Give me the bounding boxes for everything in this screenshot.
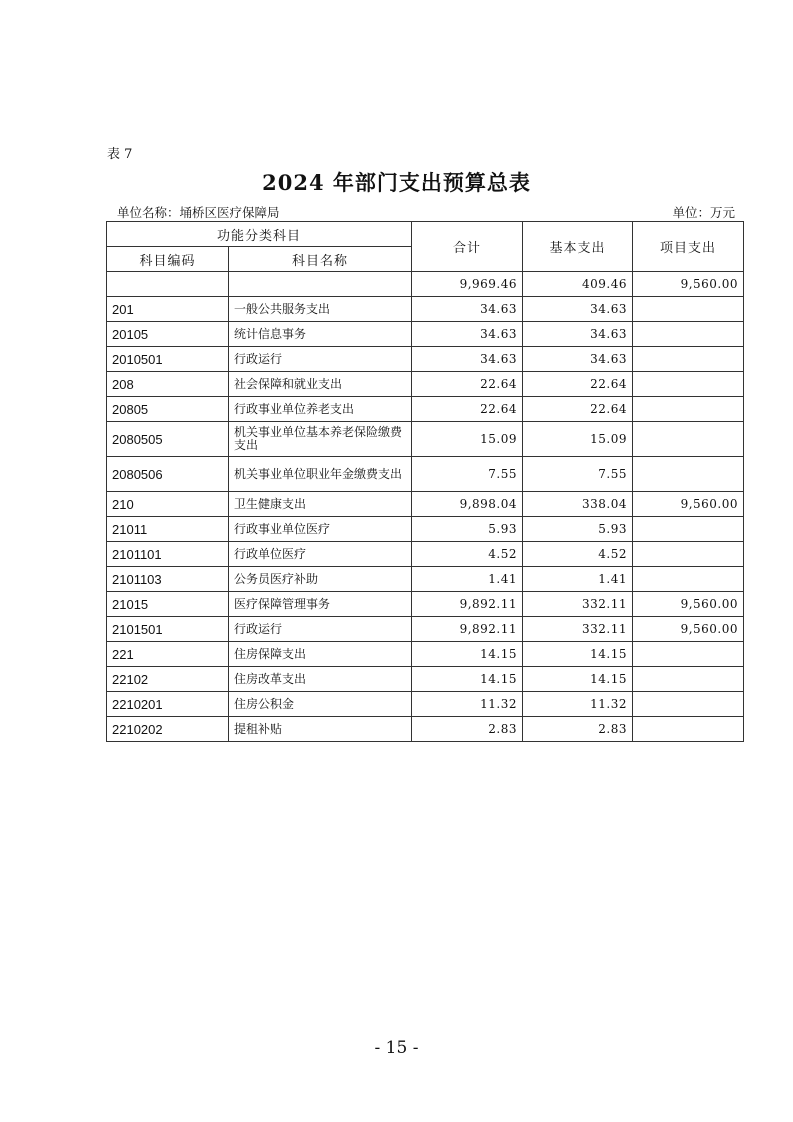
table-row [107, 297, 744, 322]
basic-expenditure-cell: 5.93 [523, 517, 633, 542]
subject-name-cell: 住房公积金 [229, 692, 412, 717]
table-row [107, 667, 744, 692]
basic-expenditure-cell: 332.11 [523, 617, 633, 642]
table-body [107, 272, 744, 742]
budget-table [106, 221, 744, 742]
subject-name-cell: 行政运行 [229, 617, 412, 642]
basic-expenditure-cell: 22.64 [523, 397, 633, 422]
page-title: 2024 年部门支出预算总表 [262, 170, 531, 195]
table-row [107, 347, 744, 372]
subject-code-cell: 2210201 [107, 692, 229, 717]
project-expenditure-cell [633, 517, 744, 542]
basic-expenditure-cell: 34.63 [523, 322, 633, 347]
table-header [107, 222, 744, 272]
basic-expenditure-cell: 1.41 [523, 567, 633, 592]
table-row [107, 542, 744, 567]
project-expenditure-cell [633, 372, 744, 397]
subject-name-cell: 医疗保障管理事务 [229, 592, 412, 617]
table-row [107, 692, 744, 717]
subject-code-cell: 2080505 [107, 422, 229, 457]
subject-code-cell: 201 [107, 297, 229, 322]
project-expenditure-cell: 9,560.00 [633, 617, 744, 642]
subject-code-cell: 2101103 [107, 567, 229, 592]
project-expenditure-cell [633, 692, 744, 717]
project-expenditure-cell [633, 567, 744, 592]
subject-code-cell: 20805 [107, 397, 229, 422]
header-project-expenditure: 项目支出 [633, 222, 744, 272]
table-row [107, 517, 744, 542]
table-row [107, 592, 744, 617]
subject-name-cell: 一般公共服务支出 [229, 297, 412, 322]
subject-code-cell: 2010501 [107, 347, 229, 372]
total-cell: 9,969.46 [412, 272, 523, 297]
project-expenditure-cell [633, 422, 744, 457]
project-expenditure-cell [633, 322, 744, 347]
header-basic-expenditure: 基本支出 [523, 222, 633, 272]
total-cell: 2.83 [412, 717, 523, 742]
total-cell: 22.64 [412, 372, 523, 397]
basic-expenditure-cell: 22.64 [523, 372, 633, 397]
basic-expenditure-cell: 2.83 [523, 717, 633, 742]
total-cell: 5.93 [412, 517, 523, 542]
basic-expenditure-cell: 15.09 [523, 422, 633, 457]
subject-name-cell: 机关事业单位基本养老保险缴费支出 [229, 422, 412, 457]
subject-name-cell: 公务员医疗补助 [229, 567, 412, 592]
subject-name-cell: 行政事业单位养老支出 [229, 397, 412, 422]
basic-expenditure-cell: 34.63 [523, 347, 633, 372]
subject-code-cell: 20105 [107, 322, 229, 347]
header-functional-category: 功能分类科目 [107, 222, 412, 247]
subject-name-cell [229, 272, 412, 297]
total-cell: 9,892.11 [412, 592, 523, 617]
table-row-total [107, 272, 744, 297]
page-number: - 15 - [374, 1038, 419, 1058]
subject-code-cell: 22102 [107, 667, 229, 692]
header-subject-name: 科目名称 [229, 247, 412, 272]
basic-expenditure-cell: 332.11 [523, 592, 633, 617]
subject-name-cell: 住房保障支出 [229, 642, 412, 667]
project-expenditure-cell [633, 297, 744, 322]
table-row [107, 397, 744, 422]
basic-expenditure-cell: 34.63 [523, 297, 633, 322]
subject-code-cell: 210 [107, 492, 229, 517]
subject-code-cell: 21011 [107, 517, 229, 542]
total-cell: 11.32 [412, 692, 523, 717]
total-cell: 34.63 [412, 347, 523, 372]
subject-code-cell: 221 [107, 642, 229, 667]
subject-name-cell: 提租补贴 [229, 717, 412, 742]
subject-name-cell: 行政事业单位医疗 [229, 517, 412, 542]
subject-name-cell: 机关事业单位职业年金缴费支出 [229, 457, 412, 492]
subject-name-cell: 统计信息事务 [229, 322, 412, 347]
project-expenditure-cell [633, 347, 744, 372]
basic-expenditure-cell: 14.15 [523, 642, 633, 667]
total-cell: 15.09 [412, 422, 523, 457]
table-row [107, 457, 744, 492]
basic-expenditure-cell: 409.46 [523, 272, 633, 297]
basic-expenditure-cell: 11.32 [523, 692, 633, 717]
table-label: 表 7 [107, 147, 133, 162]
subject-code-cell: 2101101 [107, 542, 229, 567]
header-subject-code: 科目编码 [107, 247, 229, 272]
project-expenditure-cell: 9,560.00 [633, 272, 744, 297]
total-cell: 14.15 [412, 667, 523, 692]
table-row [107, 717, 744, 742]
table-row [107, 567, 744, 592]
total-cell: 7.55 [412, 457, 523, 492]
table-row [107, 492, 744, 517]
subject-code-cell: 21015 [107, 592, 229, 617]
total-cell: 1.41 [412, 567, 523, 592]
subject-name-cell: 社会保障和就业支出 [229, 372, 412, 397]
total-cell: 9,898.04 [412, 492, 523, 517]
project-expenditure-cell: 9,560.00 [633, 492, 744, 517]
project-expenditure-cell [633, 667, 744, 692]
header-total: 合计 [412, 222, 523, 272]
basic-expenditure-cell: 14.15 [523, 667, 633, 692]
project-expenditure-cell [633, 457, 744, 492]
table-row [107, 617, 744, 642]
subject-name-cell: 行政单位医疗 [229, 542, 412, 567]
subject-name-cell: 卫生健康支出 [229, 492, 412, 517]
currency-unit: 单位：万元 [672, 205, 735, 220]
table-row [107, 322, 744, 347]
project-expenditure-cell: 9,560.00 [633, 592, 744, 617]
unit-name: 单位名称：埇桥区医疗保障局 [117, 205, 280, 220]
table-row [107, 422, 744, 457]
total-cell: 14.15 [412, 642, 523, 667]
total-cell: 4.52 [412, 542, 523, 567]
table-row [107, 642, 744, 667]
subject-code-cell: 2210202 [107, 717, 229, 742]
project-expenditure-cell [633, 642, 744, 667]
table-row [107, 372, 744, 397]
basic-expenditure-cell: 4.52 [523, 542, 633, 567]
project-expenditure-cell [633, 397, 744, 422]
total-cell: 34.63 [412, 322, 523, 347]
total-cell: 22.64 [412, 397, 523, 422]
subject-code-cell [107, 272, 229, 297]
subject-code-cell: 208 [107, 372, 229, 397]
project-expenditure-cell [633, 717, 744, 742]
subject-code-cell: 2080506 [107, 457, 229, 492]
subject-code-cell: 2101501 [107, 617, 229, 642]
project-expenditure-cell [633, 542, 744, 567]
total-cell: 9,892.11 [412, 617, 523, 642]
basic-expenditure-cell: 7.55 [523, 457, 633, 492]
total-cell: 34.63 [412, 297, 523, 322]
subject-name-cell: 行政运行 [229, 347, 412, 372]
basic-expenditure-cell: 338.04 [523, 492, 633, 517]
subject-name-cell: 住房改革支出 [229, 667, 412, 692]
